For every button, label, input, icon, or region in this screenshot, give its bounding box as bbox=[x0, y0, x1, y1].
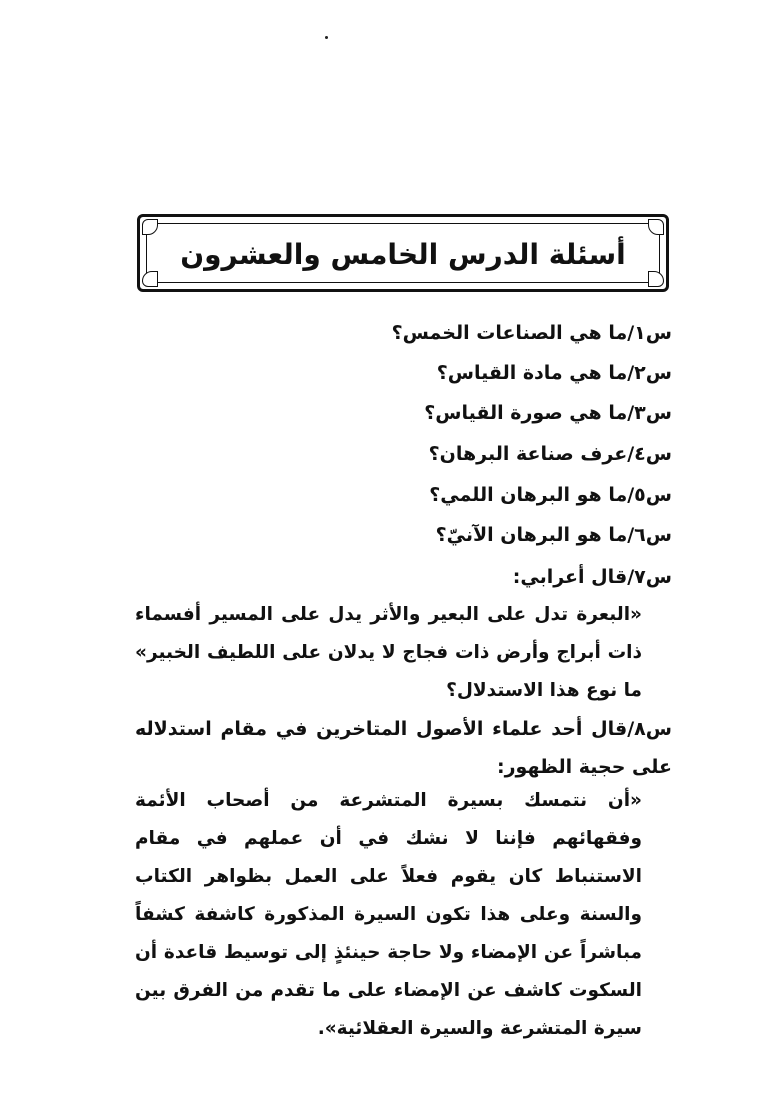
question-5: س٥/ما هو البرهان اللمي؟ bbox=[429, 484, 672, 506]
question-7-quote: «البعرة تدل على البعير والأثر يدل على المسير أفسماء ذات أبراج وأرض ذات فجاج لا يدلان على اللطيف الخبير» ما نوع هذا الاستدلال؟ bbox=[135, 604, 642, 701]
frame-corner-ornament bbox=[648, 271, 664, 287]
question-1: س١/ما هي الصناعات الخمس؟ bbox=[391, 322, 672, 344]
question-4: س٤/عرف صناعة البرهان؟ bbox=[428, 443, 672, 465]
question-7-intro: س٧/قال أعرابي: bbox=[512, 566, 672, 588]
question-8-quote: «أن نتمسك بسيرة المتشرعة من أصحاب الأئمة وفقهائهم فإننا لا نشك في أن عملهم في مقام الاستنباط كان يقوم فعلاً على العمل بظواهر الكتاب والسنة وعلى هذا تكون السيرة المذكورة كاشفة كشفاً مباشراً عن الإمضاء ولا حاجة حينئذٍ إلى توسيط قاعدة أن السكوت كاشف عن الإمضاء على ما تقدم من الفرق بين سيرة المتشرعة والسيرة العقلائية». bbox=[135, 790, 642, 1039]
title-frame bbox=[137, 214, 669, 292]
scan-speck bbox=[325, 36, 328, 39]
frame-corner-ornament bbox=[142, 219, 158, 235]
question-8-intro: س٨/قال أحد علماء الأصول المتاخرين في مقام استدلاله على حجية الظهور: bbox=[135, 718, 672, 778]
question-2: س٢/ما هي مادة القياس؟ bbox=[436, 362, 672, 384]
question-3: س٣/ما هي صورة القياس؟ bbox=[424, 402, 672, 424]
frame-corner-ornament bbox=[648, 219, 664, 235]
frame-corner-ornament bbox=[142, 271, 158, 287]
page-title: أسئلة الدرس الخامس والعشرون bbox=[180, 238, 626, 271]
question-6: س٦/ما هو البرهان الآنيّ؟ bbox=[435, 524, 672, 546]
